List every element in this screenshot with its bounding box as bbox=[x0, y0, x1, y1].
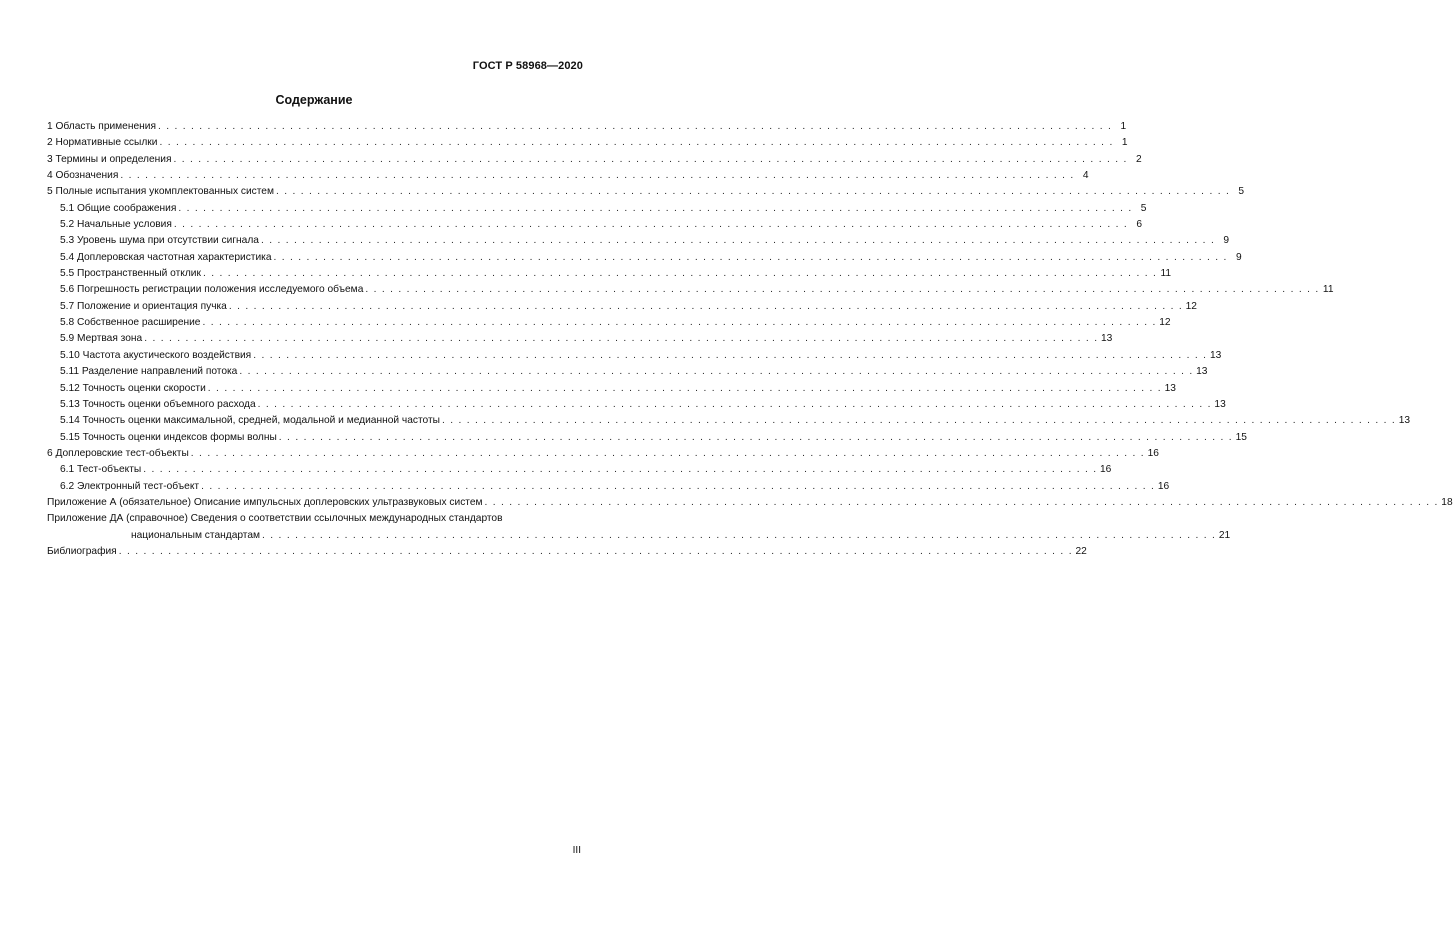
toc-entry-label: 5.12 Точность оценки скорости bbox=[60, 382, 206, 394]
toc-subentry[interactable] bbox=[47, 430, 1247, 446]
dot-leader: . . . . . . . . . . . . . . . . . . . . . . . . . . . . . . . . . . . . . . . . . . . . . . . . . . . . . . . . . . . . . . . . . . . . . . . . . . . . . . . . . . . . . . . . . . . . . . . . . . . . . . . . . . . . . . . . . . . . bbox=[273, 251, 1228, 263]
toc-entry[interactable] bbox=[47, 135, 1128, 151]
toc-entry-page: 16 bbox=[1157, 480, 1170, 492]
toc-entry-label: 5.8 Собственное расширение bbox=[60, 317, 201, 329]
toc-entry-page: 11 bbox=[1160, 268, 1172, 280]
page-number: III bbox=[572, 845, 581, 856]
toc-subentry[interactable] bbox=[47, 381, 1176, 397]
dot-leader: . . . . . . . . . . . . . . . . . . . . . . . . . . . . . . . . . . . . . . . . . . . . . . . . . . . . . . . . . . . . . . . . . . . . . . . . . . . . . . . . . . . . . . . . . . . . . . . . . . . . . . . . . . . . . . . . . . . . bbox=[484, 496, 1439, 508]
toc-entry-page: 16 bbox=[1147, 447, 1159, 459]
toc-entry-page: 6 bbox=[1136, 219, 1143, 231]
toc-entry-appendix-da[interactable] bbox=[47, 511, 1231, 544]
toc-entry-page: 16 bbox=[1100, 464, 1112, 476]
toc-entry-bibliography[interactable] bbox=[47, 544, 1087, 560]
toc-entry-page: 18 bbox=[1441, 496, 1453, 508]
toc-entry-appendix-a[interactable] bbox=[47, 495, 1453, 511]
dot-leader: . . . . . . . . . . . . . . . . . . . . . . . . . . . . . . . . . . . . . . . . . . . . . . . . . . . . . . . . . . . . . . . . . . . . . . . . . . . . . . . . . . . . . . . . . . . . . . . . . . . . . . . . . . . . . . . . . . . . bbox=[441, 415, 1397, 427]
toc-entry-label: 6 Доплеровские тест-объекты bbox=[47, 447, 189, 459]
dot-leader: . . . . . . . . . . . . . . . . . . . . . . . . . . . . . . . . . . . . . . . . . . . . . . . . . . . . . . . . . . . . . . . . . . . . . . . . . . . . . . . . . . . . . . . . . . . . . . . . . . . . . . . . . . . . . . . . . . . . bbox=[239, 366, 1194, 378]
toc-entry-page: 2 bbox=[1135, 153, 1142, 165]
toc-entry-label: 5 Полные испытания укомплектованных систем bbox=[47, 186, 274, 198]
toc-entry-label: 3 Термины и определения bbox=[47, 153, 172, 165]
dot-leader: . . . . . . . . . . . . . . . . . . . . . . . . . . . . . . . . . . . . . . . . . . . . . . . . . . . . . . . . . . . . . . . . . . . . . . . . . . . . . . . . . . . . . . . . . . . . . . . . . . . . . . . . . . . . . . . . . . . . bbox=[278, 431, 1233, 443]
toc-entry-label: 6.2 Электронный тест-объект bbox=[60, 480, 200, 492]
toc-entry-page: 15 bbox=[1235, 431, 1247, 443]
toc-entry-label: 1 Область применения bbox=[47, 121, 156, 132]
toc-entry-page: 4 bbox=[1082, 170, 1089, 182]
toc-entry-page: 1 bbox=[1120, 121, 1127, 132]
toc-subentry[interactable] bbox=[47, 217, 1143, 233]
toc-entry-page: 13 bbox=[1209, 349, 1222, 361]
dot-leader: . . . . . . . . . . . . . . . . . . . . . . . . . . . . . . . . . . . . . . . . . . . . . . . . . . . . . . . . . . . . . . . . . . . . . . . . . . . . . . . . . . . . . . . . . . . . . . . . . . . . . . . . . . . . . . . . . . . . bbox=[157, 121, 1113, 132]
toc-entry-label: 6.1 Тест-объекты bbox=[60, 464, 142, 476]
toc-entry-label: 5.11 Разделение направлений потока bbox=[60, 366, 238, 378]
dot-leader: . . . . . . . . . . . . . . . . . . . . . . . . . . . . . . . . . . . . . . . . . . . . . . . . . . . . . . . . . . . . . . . . . . . . . . . . . . . . . . . . . . . . . . . . . . . . . . . . . . . . . . . . . . . . . . . . . . . . bbox=[202, 317, 1157, 329]
toc-entry-label-continuation: национальным стандартам bbox=[131, 529, 261, 541]
dot-leader: . . . . . . . . . . . . . . . . . . . . . . . . . . . . . . . . . . . . . . . . . . . . . . . . . . . . . . . . . . . . . . . . . . . . . . . . . . . . . . . . . . . . . . . . . . . . . . . . . . . . . . . . . . . . . . . . . . . . bbox=[365, 284, 1320, 296]
toc-subentry[interactable] bbox=[47, 201, 1147, 217]
toc-subentry[interactable] bbox=[47, 315, 1171, 331]
toc-entry-page: 13 bbox=[1196, 366, 1208, 378]
dot-leader: . . . . . . . . . . . . . . . . . . . . . . . . . . . . . . . . . . . . . . . . . . . . . . . . . . . . . . . . . . . . . . . . . . . . . . . . . . . . . . . . . . . . . . . . . . . . . . . . . . . . . . . . . . . . . . . . . . . . bbox=[178, 202, 1133, 214]
toc-subentry[interactable] bbox=[47, 233, 1230, 249]
toc-entry-page: 13 bbox=[1100, 333, 1113, 345]
toc-entry-page: 5 bbox=[1140, 202, 1147, 214]
toc-entry-label: 4 Обозначения bbox=[47, 170, 119, 182]
toc-subentry[interactable] bbox=[47, 462, 1112, 478]
toc-entry-page: 22 bbox=[1075, 545, 1087, 557]
toc-entry[interactable] bbox=[47, 119, 1127, 135]
toc-entry-page: 12 bbox=[1159, 317, 1171, 329]
dot-leader: . . . . . . . . . . . . . . . . . . . . . . . . . . . . . . . . . . . . . . . . . . . . . . . . . . . . . . . . . . . . . . . . . . . . . . . . . . . . . . . . . . . . . . . . . . . . . . . . . . . . . . . . . . . . . . . . . . . . bbox=[144, 333, 1099, 345]
toc-entry-page: 13 bbox=[1398, 415, 1411, 427]
toc-entry[interactable] bbox=[47, 152, 1142, 168]
toc-subentry[interactable] bbox=[47, 348, 1222, 364]
dot-leader: . . . . . . . . . . . . . . . . . . . . . . . . . . . . . . . . . . . . . . . . . . . . . . . . . . . . . . . . . . . . . . . . . . . . . . . . . . . . . . . . . . . . . . . . . . . . . . . . . . . . . . . . . . . . . . . . . . . . bbox=[257, 398, 1212, 410]
dot-leader: . . . . . . . . . . . . . . . . . . . . . . . . . . . . . . . . . . . . . . . . . . . . . . . . . . . . . . . . . . . . . . . . . . . . . . . . . . . . . . . . . . . . . . . . . . . . . . . . . . . . . . . . . . . . . . . . . . . . bbox=[201, 480, 1156, 492]
toc-entry-page: 1 bbox=[1121, 137, 1128, 149]
dot-leader: . . . . . . . . . . . . . . . . . . . . . . . . . . . . . . . . . . . . . . . . . . . . . . . . . . . . . . . . . . . . . . . . . . . . . . . . . . . . . . . . . . . . . . . . . . . . . . . . . . . . . . . . . . . . . . . . . . . . bbox=[207, 382, 1162, 394]
toc-subentry[interactable] bbox=[47, 282, 1334, 298]
dot-leader: . . . . . . . . . . . . . . . . . . . . . . . . . . . . . . . . . . . . . . . . . . . . . . . . . . . . . . . . . . . . . . . . . . . . . . . . . . . . . . . . . . . . . . . . . . . . . . . . . . . . . . . . . . . . . . . . . . . . bbox=[173, 219, 1129, 231]
toc-entry-page: 13 bbox=[1164, 382, 1176, 394]
toc-entry-page: 12 bbox=[1185, 300, 1197, 312]
toc-subentry[interactable] bbox=[47, 479, 1170, 495]
toc-entry-label: Приложение А (обязательное) Описание импульсных доплеровских ультразвуковых систем bbox=[47, 496, 483, 508]
dot-leader: . . . . . . . . . . . . . . . . . . . . . . . . . . . . . . . . . . . . . . . . . . . . . . . . . . . . . . . . . . . . . . . . . . . . . . . . . . . . . . . . . . . . . . . . . . . . . . . . . . . . . . . . . . . . . . . . . . . . bbox=[275, 186, 1231, 198]
toc-subentry[interactable] bbox=[47, 266, 1172, 282]
toc-entry-continuation bbox=[47, 528, 1231, 544]
toc-subentry[interactable] bbox=[47, 364, 1208, 380]
toc-subentry[interactable] bbox=[47, 299, 1197, 315]
toc-entry-label: Библиография bbox=[47, 545, 117, 557]
toc-entry-label: 5.9 Мертвая зона bbox=[60, 333, 143, 345]
dot-leader: . . . . . . . . . . . . . . . . . . . . . . . . . . . . . . . . . . . . . . . . . . . . . . . . . . . . . . . . . . . . . . . . . . . . . . . . . . . . . . . . . . . . . . . . . . . . . . . . . . . . . . . . . . . . . . . . . . . . bbox=[120, 170, 1075, 182]
toc-entry[interactable] bbox=[47, 446, 1159, 462]
dot-leader: . . . . . . . . . . . . . . . . . . . . . . . . . . . . . . . . . . . . . . . . . . . . . . . . . . . . . . . . . . . . . . . . . . . . . . . . . . . . . . . . . . . . . . . . . . . . . . . . . . . . . . . . . . . . . . . . . . . . bbox=[260, 235, 1216, 247]
toc-entry-page: 9 bbox=[1235, 251, 1242, 263]
dot-leader: . . . . . . . . . . . . . . . . . . . . . . . . . . . . . . . . . . . . . . . . . . . . . . . . . . . . . . . . . . . . . . . . . . . . . . . . . . . . . . . . . . . . . . . . . . . . . . . . . . . . . . . . . . . . . . . . . . . . bbox=[173, 153, 1128, 165]
toc-entry-label: 5.1 Общие соображения bbox=[60, 202, 177, 214]
toc-subentry[interactable] bbox=[47, 250, 1242, 266]
toc-entry-page: 21 bbox=[1218, 529, 1231, 541]
toc-entry-label: Приложение ДА (справочное) Сведения о соответствии ссылочных международных стандартов bbox=[47, 513, 503, 525]
toc-entry-label: 5.5 Пространственный отклик bbox=[60, 268, 201, 280]
toc-entry-label: 5.7 Положение и ориентация пучка bbox=[60, 300, 227, 312]
toc-entry-label: 5.4 Доплеровская частотная характеристика bbox=[60, 251, 272, 263]
toc-entry-page: 11 bbox=[1322, 284, 1334, 296]
toc-entry-label: 5.6 Погрешность регистрации положения исследуемого объема bbox=[60, 284, 364, 296]
toc-entry-label: 5.14 Точность оценки максимальной, средней, модальной и медианной частоты bbox=[60, 415, 440, 427]
toc-entry-label: 5.2 Начальные условия bbox=[60, 219, 172, 231]
table-of-contents bbox=[47, 119, 1453, 560]
toc-subentry[interactable] bbox=[47, 397, 1226, 413]
dot-leader: . . . . . . . . . . . . . . . . . . . . . . . . . . . . . . . . . . . . . . . . . . . . . . . . . . . . . . . . . . . . . . . . . . . . . . . . . . . . . . . . . . . . . . . . . . . . . . . . . . . . . . . . . . . . . . . . . . . . bbox=[143, 464, 1098, 476]
toc-subentry[interactable] bbox=[47, 331, 1113, 347]
dot-leader: . . . . . . . . . . . . . . . . . . . . . . . . . . . . . . . . . . . . . . . . . . . . . . . . . . . . . . . . . . . . . . . . . . . . . . . . . . . . . . . . . . . . . . . . . . . . . . . . . . . . . . . . . . . . . . . . . . . . bbox=[159, 137, 1114, 149]
dot-leader: . . . . . . . . . . . . . . . . . . . . . . . . . . . . . . . . . . . . . . . . . . . . . . . . . . . . . . . . . . . . . . . . . . . . . . . . . . . . . . . . . . . . . . . . . . . . . . . . . . . . . . . . . . . . . . . . . . . . bbox=[228, 300, 1183, 312]
dot-leader: . . . . . . . . . . . . . . . . . . . . . . . . . . . . . . . . . . . . . . . . . . . . . . . . . . . . . . . . . . . . . . . . . . . . . . . . . . . . . . . . . . . . . . . . . . . . . . . . . . . . . . . . . . . . . . . . . . . . bbox=[118, 545, 1073, 557]
document-standard-code: ГОСТ Р 58968—2020 bbox=[472, 60, 583, 72]
dot-leader: . . . . . . . . . . . . . . . . . . . . . . . . . . . . . . . . . . . . . . . . . . . . . . . . . . . . . . . . . . . . . . . . . . . . . . . . . . . . . . . . . . . . . . . . . . . . . . . . . . . . . . . . . . . . . . . . . . . . bbox=[262, 529, 1217, 541]
toc-entry-page: 9 bbox=[1223, 235, 1230, 247]
toc-subentry[interactable] bbox=[47, 413, 1411, 429]
toc-entry-page: 13 bbox=[1214, 398, 1226, 410]
dot-leader: . . . . . . . . . . . . . . . . . . . . . . . . . . . . . . . . . . . . . . . . . . . . . . . . . . . . . . . . . . . . . . . . . . . . . . . . . . . . . . . . . . . . . . . . . . . . . . . . . . . . . . . . . . . . . . . . . . . . bbox=[190, 447, 1145, 459]
toc-entry[interactable] bbox=[47, 184, 1245, 200]
toc-entry-page: 5 bbox=[1238, 186, 1245, 198]
toc-entry[interactable] bbox=[47, 168, 1089, 184]
toc-entry-label: 5.10 Частота акустического воздействия bbox=[60, 349, 252, 361]
toc-entry-label: 5.3 Уровень шума при отсутствии сигнала bbox=[60, 235, 259, 247]
dot-leader: . . . . . . . . . . . . . . . . . . . . . . . . . . . . . . . . . . . . . . . . . . . . . . . . . . . . . . . . . . . . . . . . . . . . . . . . . . . . . . . . . . . . . . . . . . . . . . . . . . . . . . . . . . . . . . . . . . . . bbox=[202, 268, 1158, 280]
toc-entry-label: 5.15 Точность оценки индексов формы волны bbox=[60, 431, 277, 443]
toc-entry-label: 2 Нормативные ссылки bbox=[47, 137, 158, 149]
toc-title: Содержание bbox=[275, 93, 353, 107]
dot-leader: . . . . . . . . . . . . . . . . . . . . . . . . . . . . . . . . . . . . . . . . . . . . . . . . . . . . . . . . . . . . . . . . . . . . . . . . . . . . . . . . . . . . . . . . . . . . . . . . . . . . . . . . . . . . . . . . . . . . bbox=[253, 349, 1208, 361]
toc-entry-label: 5.13 Точность оценки объемного расхода bbox=[60, 398, 256, 410]
